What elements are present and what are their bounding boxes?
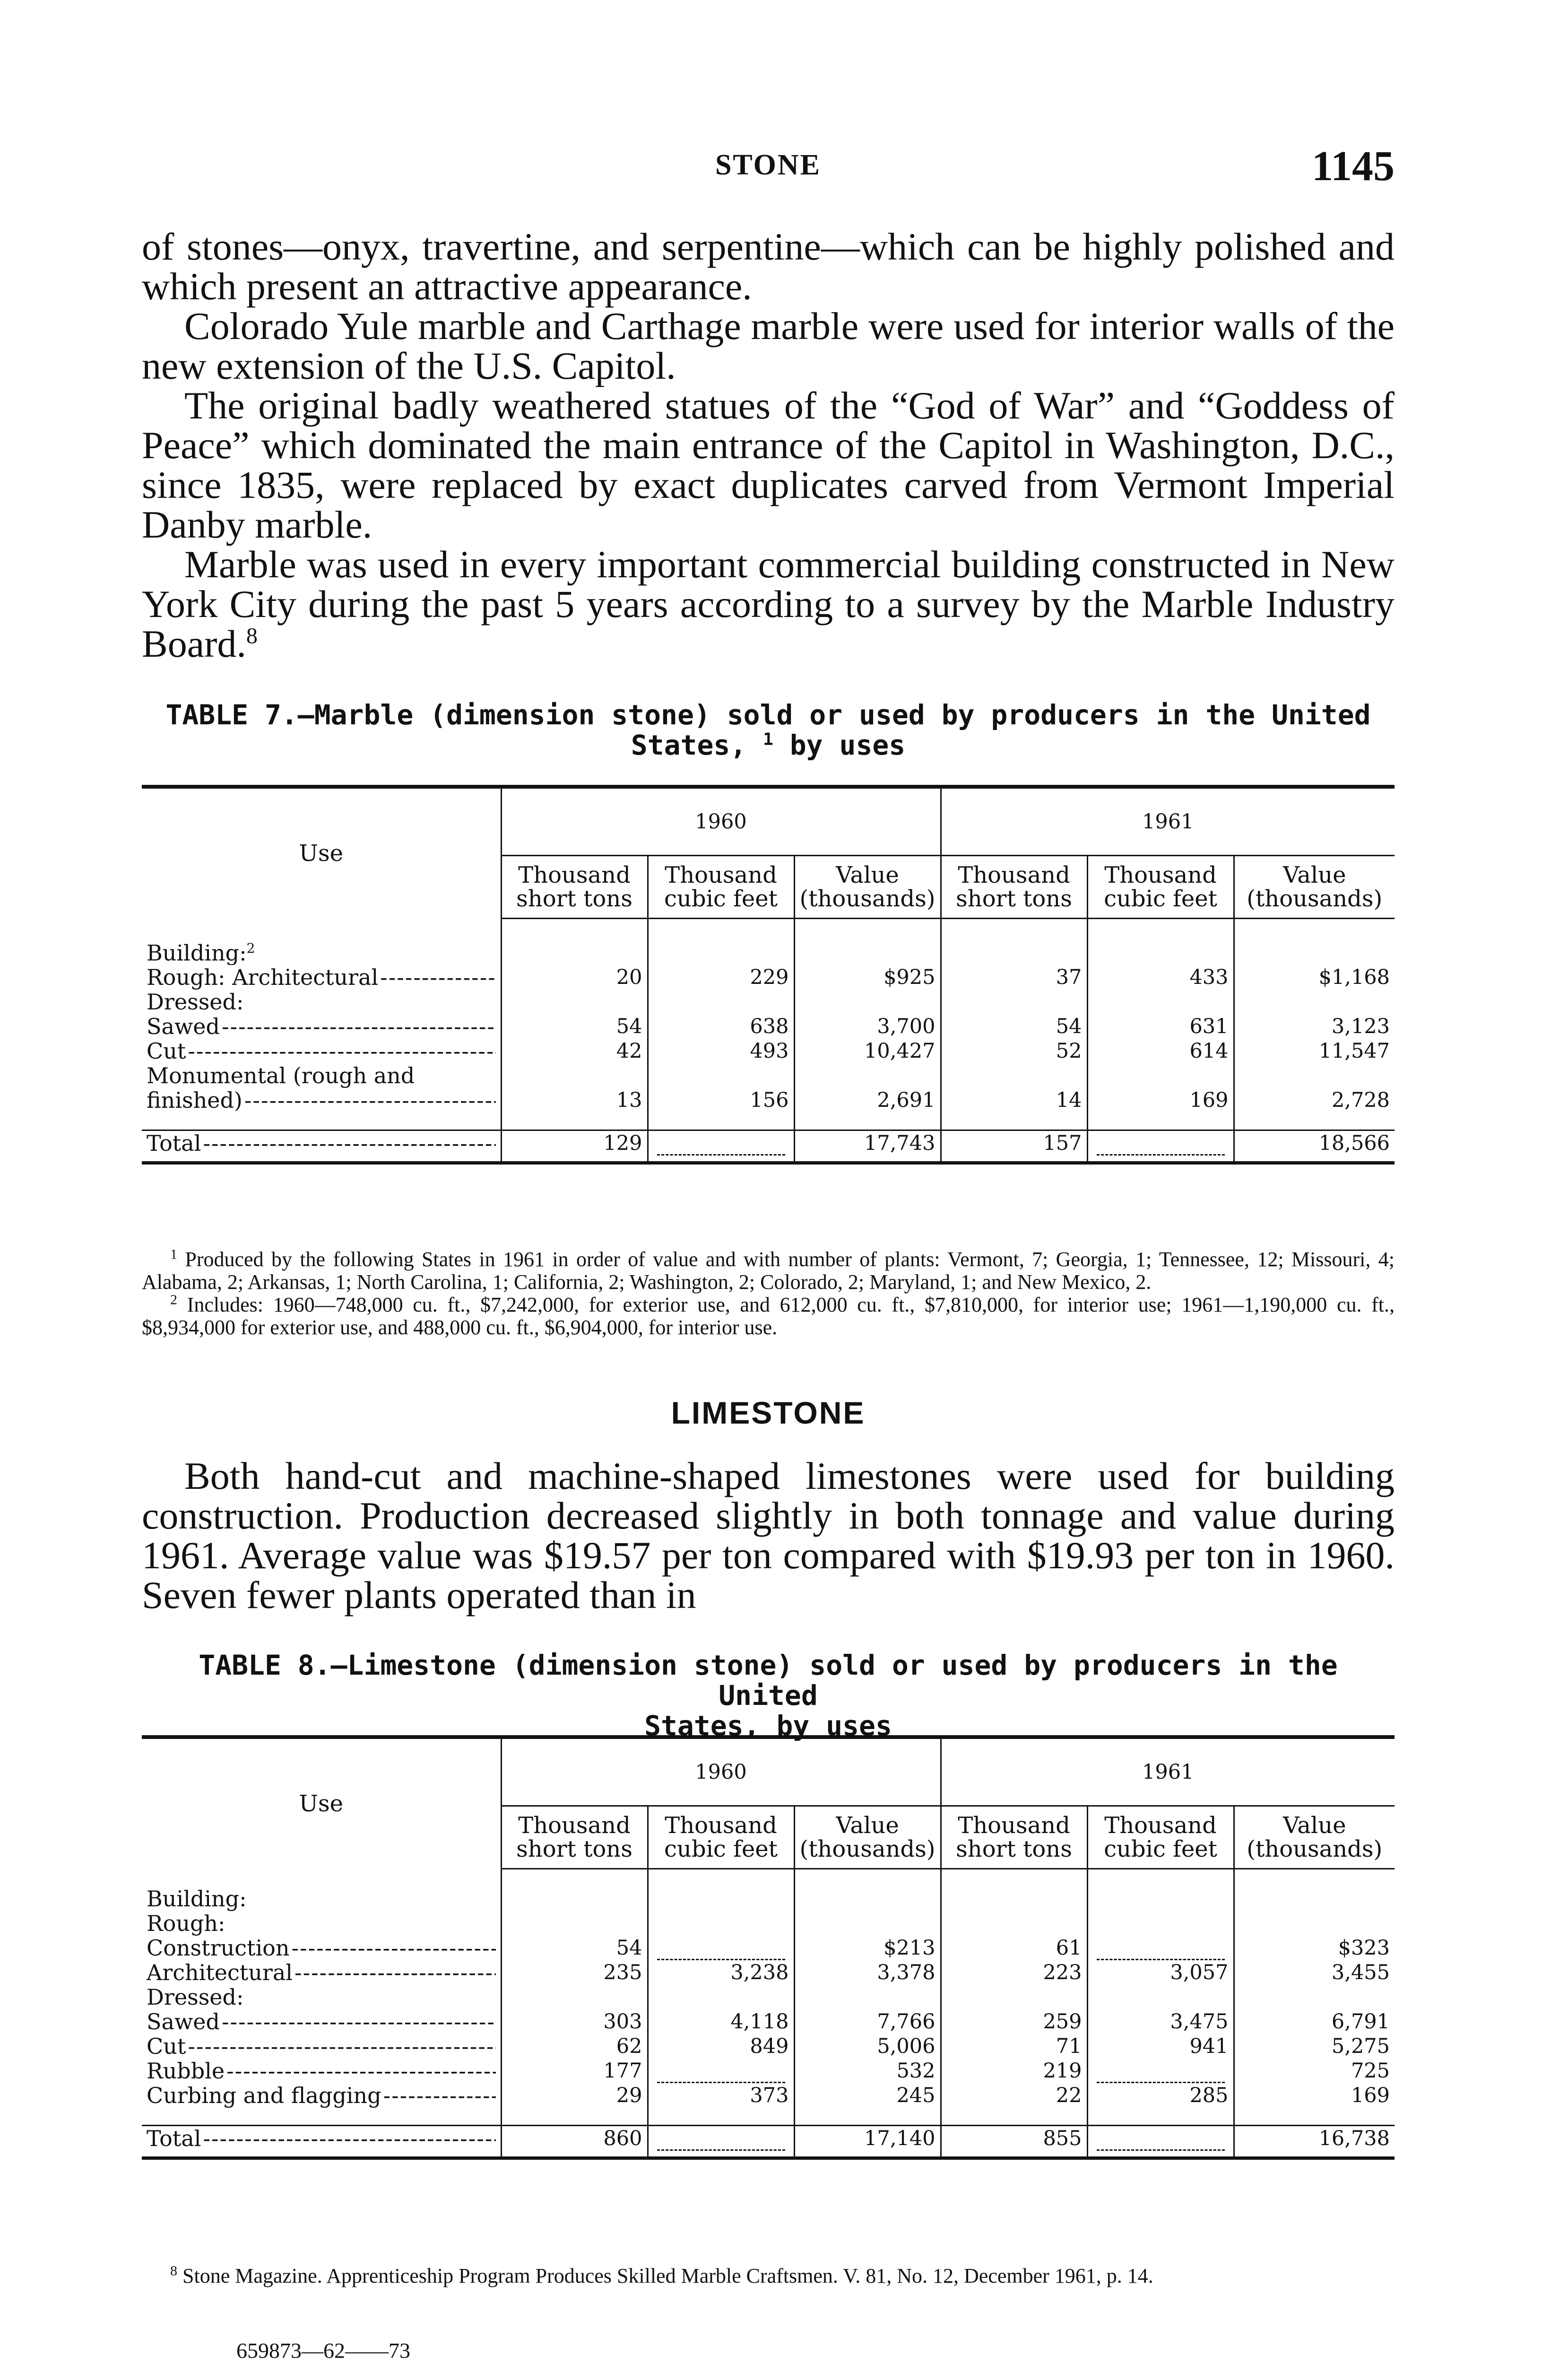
table-cell: 157 <box>941 1130 1087 1156</box>
footnote-reference: 1 <box>763 730 773 749</box>
row-label <box>142 1039 501 1063</box>
row-label <box>142 2009 501 2034</box>
table-row <box>142 2009 1395 2034</box>
running-title: STONE <box>715 149 822 181</box>
column-header-use: Use <box>142 787 501 919</box>
intro-text <box>142 227 1395 664</box>
column-header: Thousand cubic feet <box>648 1806 794 1869</box>
paragraph: Both hand-cut and machine-shaped limestones were used for building construction. Production decreased slightly in both tonnage and value during 1961. Average value was $19.57 per ton compared with $19.93 per ton in 1960. Seven fewer plants operated than in <box>142 1454 1395 1617</box>
table-cell: 855 <box>941 2126 1087 2151</box>
row-label <box>142 1960 501 1985</box>
table-cell: 7,766 <box>794 2009 941 2034</box>
table-cell: 54 <box>941 1014 1087 1039</box>
table-cell: 129 <box>501 1130 648 1156</box>
table-row <box>142 1985 1395 2009</box>
row-label <box>142 2059 501 2083</box>
paragraph: The original badly weathered statues of the “God of War” and “Goddess of Peace” which dominated the main entrance of the Capitol in Washington, D.C., since 1835, were replaced by exact duplicates carved from Vermont Imperial Danby marble. <box>142 384 1395 546</box>
empty-cell <box>648 1936 794 1960</box>
empty-cell <box>1087 2126 1234 2151</box>
row-label: Rough: <box>147 1911 225 1936</box>
row-label: Building: <box>147 1886 247 1911</box>
table-cell: 5,006 <box>794 2034 941 2059</box>
table-cell: 219 <box>941 2059 1087 2083</box>
empty-cell <box>648 1130 794 1156</box>
column-header: Value (thousands) <box>1234 1806 1395 1869</box>
footnote-marker: 2 <box>170 1292 177 1308</box>
row-label <box>142 2126 501 2151</box>
table-row <box>142 1911 1395 1936</box>
table-cell: 614 <box>1087 1039 1234 1063</box>
table-cell: 849 <box>648 2034 794 2059</box>
table-row <box>142 1088 1395 1112</box>
table-cell: 61 <box>941 1936 1087 1960</box>
row-label-text: Total ----- <box>147 1131 496 1156</box>
table-cell: 5,275 <box>1234 2034 1395 2059</box>
table-cell: 303 <box>501 2009 648 2034</box>
column-header-use: Use <box>142 1737 501 1869</box>
footnote <box>142 1248 1395 1294</box>
column-header-year: 1960 <box>501 1737 941 1806</box>
table-total-row <box>142 2126 1395 2151</box>
table-cell: 493 <box>648 1039 794 1063</box>
table-cell: 52 <box>941 1039 1087 1063</box>
row-label-text: Building: <box>147 940 247 965</box>
table-cell: 169 <box>1087 1088 1234 1112</box>
title-text: States, <box>631 729 747 761</box>
table-cell: 18,566 <box>1234 1130 1395 1156</box>
print-code: 659873—62——73 <box>236 2338 410 2363</box>
table-cell: 17,743 <box>794 1130 941 1156</box>
table-cell: 245 <box>794 2083 941 2108</box>
table-cell: 223 <box>941 1960 1087 1985</box>
table-cell: $323 <box>1234 1936 1395 1960</box>
row-label <box>142 2034 501 2059</box>
empty-cell <box>648 2126 794 2151</box>
page-header <box>142 142 1395 194</box>
page-footnotes <box>142 2265 1395 2287</box>
table-cell: 16,738 <box>1234 2126 1395 2151</box>
title-text: by uses <box>789 729 906 761</box>
table-title-line: States, by uses <box>644 1710 892 1742</box>
column-header-year: 1961 <box>941 1737 1395 1806</box>
table-cell: 37 <box>941 965 1087 990</box>
table-7-title <box>142 700 1395 760</box>
column-header: Thousand short tons <box>501 856 648 919</box>
footnote-text: Includes: 1960—748,000 cu. ft., $7,242,000, for exterior use, and 612,000 cu. ft., $7,810,000, for interior use; 1961—1,190,000 cu. ft., $8,934,000 for exterior use, and 488,000 cu. ft., $6,904,000, for interior use. <box>142 1293 1395 1339</box>
row-label-text: Sawed ----- <box>147 1014 496 1039</box>
row-label <box>142 936 501 965</box>
table-cell: 14 <box>941 1088 1087 1112</box>
table-cell: $213 <box>794 1936 941 1960</box>
table-row <box>142 2083 1395 2108</box>
column-header: Value (thousands) <box>794 856 941 919</box>
table-row <box>142 1039 1395 1063</box>
table-row <box>142 990 1395 1014</box>
paragraph-text: Marble was used in every important commercial building constructed in New York City during the past 5 years according to a survey by the Marble Industry Board. <box>142 543 1395 665</box>
table-cell: 3,238 <box>648 1960 794 1985</box>
footnote <box>142 1294 1395 1339</box>
empty-cell <box>1087 1936 1234 1960</box>
paragraph: of stones—onyx, travertine, and serpentine—which can be highly polished and which present an attractive appearance. <box>142 225 1395 308</box>
table-cell: 17,140 <box>794 2126 941 2151</box>
table-cell: 54 <box>501 1936 648 1960</box>
column-header: Thousand short tons <box>941 856 1087 919</box>
table-cell: 285 <box>1087 2083 1234 2108</box>
footnote-reference: 8 <box>246 623 258 649</box>
table-cell: 2,691 <box>794 1088 941 1112</box>
table-cell: 229 <box>648 965 794 990</box>
row-label <box>142 1014 501 1039</box>
paragraph: Colorado Yule marble and Carthage marble were used for interior walls of the new extension of the U.S. Capitol. <box>142 304 1395 387</box>
table-cell: 2,728 <box>1234 1088 1395 1112</box>
table-cell: 532 <box>794 2059 941 2083</box>
table-cell: 235 <box>501 1960 648 1985</box>
column-header: Thousand short tons <box>501 1806 648 1869</box>
table-cell: 3,378 <box>794 1960 941 1985</box>
table-cell: 177 <box>501 2059 648 2083</box>
table-cell: 259 <box>941 2009 1087 2034</box>
table-row <box>142 1960 1395 1985</box>
table-cell: $1,168 <box>1234 965 1395 990</box>
row-label <box>142 1088 501 1112</box>
table-row <box>142 1063 1395 1088</box>
table-cell: 10,427 <box>794 1039 941 1063</box>
row-label <box>142 965 501 990</box>
table-cell: 631 <box>1087 1014 1234 1039</box>
table-cell: 373 <box>648 2083 794 2108</box>
page-number: 1145 <box>1311 143 1395 190</box>
table-cell: 22 <box>941 2083 1087 2108</box>
table-cell: 433 <box>1087 965 1234 990</box>
row-label-text: Rubble ----- <box>147 2059 496 2083</box>
empty-cell <box>1087 1130 1234 1156</box>
table-cell: 62 <box>501 2034 648 2059</box>
table-cell: 169 <box>1234 2083 1395 2108</box>
row-label-text: Construction ----- <box>147 1936 496 1960</box>
footnote-text: Stone Magazine. Apprenticeship Program Produces Skilled Marble Craftsmen. V. 81, No. 12, December 1961, p. 14. <box>182 2264 1153 2287</box>
row-label-text: Curbing and flagging ----- <box>147 2083 496 2108</box>
table-row <box>142 2034 1395 2059</box>
table-title-line: TABLE 7.—Marble (dimension stone) sold or used by producers in the United <box>165 699 1371 731</box>
paragraph <box>142 545 1395 664</box>
table-cell: 54 <box>501 1014 648 1039</box>
table-cell: 29 <box>501 2083 648 2108</box>
table-cell: 4,118 <box>648 2009 794 2034</box>
footnote-text: Produced by the following States in 1961 in order of value and with number of plants: Vermont, 7; Georgia, 1; Tennessee, 12; Missouri, 4; Alabama, 2; Arkansas, 1; North Carolina, 1; California, 2; Washington, 2; Colorado, 2; Maryland, 1; and New Mexico, 2. <box>142 1248 1395 1294</box>
footnote-reference: 2 <box>246 940 255 956</box>
row-label-text: Architectural ----- <box>147 1960 496 1985</box>
row-label-text: finished) ----- <box>147 1088 496 1112</box>
empty-cell <box>648 2059 794 2083</box>
column-header-year: 1960 <box>501 787 941 856</box>
table-7-footnotes <box>142 1248 1395 1339</box>
table-row <box>142 2059 1395 2083</box>
column-header: Thousand short tons <box>941 1806 1087 1869</box>
row-label <box>142 1936 501 1960</box>
table-cell: 42 <box>501 1039 648 1063</box>
column-header: Thousand cubic feet <box>1087 856 1234 919</box>
table-cell: $925 <box>794 965 941 990</box>
row-label <box>142 1130 501 1156</box>
row-label-text: Cut ----- <box>147 1039 496 1063</box>
table-cell: 3,455 <box>1234 1960 1395 1985</box>
empty-cell <box>1087 2059 1234 2083</box>
column-header: Value (thousands) <box>794 1806 941 1869</box>
table-cell: 860 <box>501 2126 648 2151</box>
table-8 <box>142 1735 1395 2160</box>
table-7 <box>142 785 1395 1165</box>
row-label: Monumental (rough and <box>147 1063 415 1088</box>
table-title-line: TABLE 8.—Limestone (dimension stone) sold or used by producers in the United <box>199 1649 1338 1712</box>
table-cell: 3,700 <box>794 1014 941 1039</box>
table-cell: 20 <box>501 965 648 990</box>
column-header: Thousand cubic feet <box>648 856 794 919</box>
table-row <box>142 1936 1395 1960</box>
table-total-row <box>142 1130 1395 1156</box>
table-8-title <box>142 1650 1395 1741</box>
row-label-text: Sawed ----- <box>147 2009 496 2034</box>
column-header: Value (thousands) <box>1234 856 1395 919</box>
table-cell: 13 <box>501 1088 648 1112</box>
row-label-text: Total ----- <box>147 2126 496 2151</box>
row-label: Dressed: <box>147 1985 244 2009</box>
table-cell: 3,057 <box>1087 1960 1234 1985</box>
column-header-year: 1961 <box>941 787 1395 856</box>
column-header: Thousand cubic feet <box>1087 1806 1234 1869</box>
row-label <box>142 2083 501 2108</box>
table-cell: 941 <box>1087 2034 1234 2059</box>
row-label: Dressed: <box>147 990 244 1015</box>
table-row <box>142 965 1395 990</box>
table-cell: 156 <box>648 1088 794 1112</box>
footnote-marker: 1 <box>170 1246 177 1262</box>
footnote-marker: 8 <box>170 2263 177 2279</box>
table-cell: 725 <box>1234 2059 1395 2083</box>
table-cell: 3,475 <box>1087 2009 1234 2034</box>
table-title-line <box>142 730 1395 760</box>
table-cell: 638 <box>648 1014 794 1039</box>
table-row <box>142 936 1395 965</box>
section-heading: LIMESTONE <box>671 1395 866 1430</box>
table-cell: 6,791 <box>1234 2009 1395 2034</box>
table-cell: 71 <box>941 2034 1087 2059</box>
table-row <box>142 1014 1395 1039</box>
row-label-text: Cut ----- <box>147 2034 496 2059</box>
footnote <box>142 2265 1395 2287</box>
row-label-text: Rough: Architectural ----- <box>147 965 496 990</box>
table-row <box>142 1886 1395 1911</box>
limestone-text <box>142 1456 1395 1615</box>
table-cell: 11,547 <box>1234 1039 1395 1063</box>
table-cell: 3,123 <box>1234 1014 1395 1039</box>
